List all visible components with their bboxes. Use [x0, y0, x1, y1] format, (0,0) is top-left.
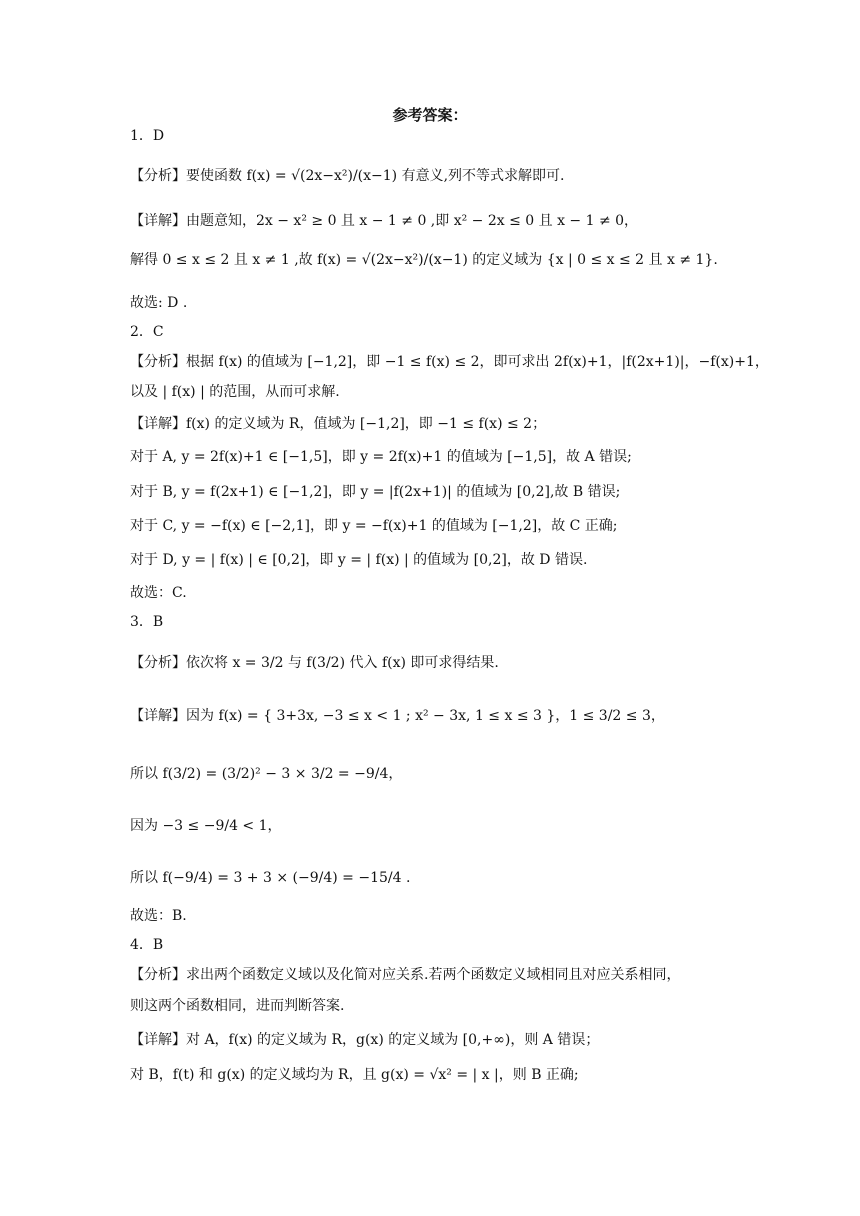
detail-2-option-b: 对于 B, y = f(2x+1) ∈ [−1,2]，即 y = |f(2x+1)| 的值域为 [0,2],故 B 错误;: [130, 484, 621, 500]
detail-2-option-d: 对于 D, y = | f(x) | ∈ [0,2]，即 y = | f(x) | 的值域为 [0,2]，故 D 错误.: [130, 552, 588, 568]
analysis-4-line-1: 【分析】求出两个函数定义域以及化简对应关系.若两个函数定义域相同且对应关系相同，: [130, 967, 681, 983]
detail-3-line-3: 因为 −3 ≤ −9/4 < 1，: [130, 818, 282, 834]
analysis-2-line-1: 【分析】根据 f(x) 的值域为 [−1,2]，即 −1 ≤ f(x) ≤ 2，即可求出 2f(x)+1，|f(2x+1)|，−f(x)+1，: [130, 354, 769, 370]
detail-2-line-1: 【详解】f(x) 的定义域为 R，值域为 [−1,2]，即 −1 ≤ f(x) ≤ 2；: [130, 416, 547, 432]
analysis-1: 【分析】要使函数 f(x) = √(2x−x²)/(x−1) 有意义,列不等式求解即可.: [130, 168, 565, 184]
detail-2-option-c: 对于 C, y = −f(x) ∈ [−2,1]，即 y = −f(x)+1 的值域为 [−1,2]，故 C 正确;: [130, 518, 618, 534]
question-number-2: 2．C: [130, 324, 164, 340]
detail-2-option-a: 对于 A, y = 2f(x)+1 ∈ [−1,5]，即 y = 2f(x)+1 的值域为 [−1,5]，故 A 错误;: [130, 449, 632, 465]
answer-choice-1: 故选: D .: [130, 295, 188, 311]
analysis-3: 【分析】依次将 x = 3/2 与 f(3/2) 代入 f(x) 即可求得结果.: [130, 655, 499, 671]
question-number-4: 4．B: [130, 937, 164, 953]
detail-3-line-4: 所以 f(−9/4) = 3 + 3 × (−9/4) = −15/4 .: [130, 870, 411, 886]
question-number-3: 3．B: [130, 614, 164, 630]
question-number-1: 1．D: [130, 128, 165, 144]
detail-1-line-1: 【详解】由题意知，2x − x² ≥ 0 且 x − 1 ≠ 0 ,即 x² − 2x ≤ 0 且 x − 1 ≠ 0，: [130, 213, 639, 229]
answer-choice-2: 故选：C.: [130, 585, 187, 601]
page-title: 参考答案：: [392, 106, 468, 124]
detail-4-line-1: 【详解】对 A，f(x) 的定义域为 R，g(x) 的定义域为 [0,+∞)，则 A 错误；: [130, 1032, 600, 1048]
analysis-2-line-2: 以及 | f(x) | 的范围，从而可求解.: [130, 384, 340, 400]
answer-choice-3: 故选：B.: [130, 908, 187, 924]
detail-1-line-2: 解得 0 ≤ x ≤ 2 且 x ≠ 1 ,故 f(x) = √(2x−x²)/(x−1) 的定义域为 {x | 0 ≤ x ≤ 2 且 x ≠ 1}.: [130, 252, 718, 268]
detail-4-line-2: 对 B，f(t) 和 g(x) 的定义域均为 R，且 g(x) = √x² = | x |，则 B 正确;: [130, 1067, 579, 1083]
analysis-4-line-2: 则这两个函数相同，进而判断答案.: [130, 998, 345, 1014]
detail-3-line-2: 所以 f(3/2) = (3/2)² − 3 × 3/2 = −9/4，: [130, 766, 403, 782]
detail-3-line-1: 【详解】因为 f(x) = { 3+3x, −3 ≤ x < 1 ; x² − 3x, 1 ≤ x ≤ 3 }，1 ≤ 3/2 ≤ 3，: [130, 708, 665, 724]
